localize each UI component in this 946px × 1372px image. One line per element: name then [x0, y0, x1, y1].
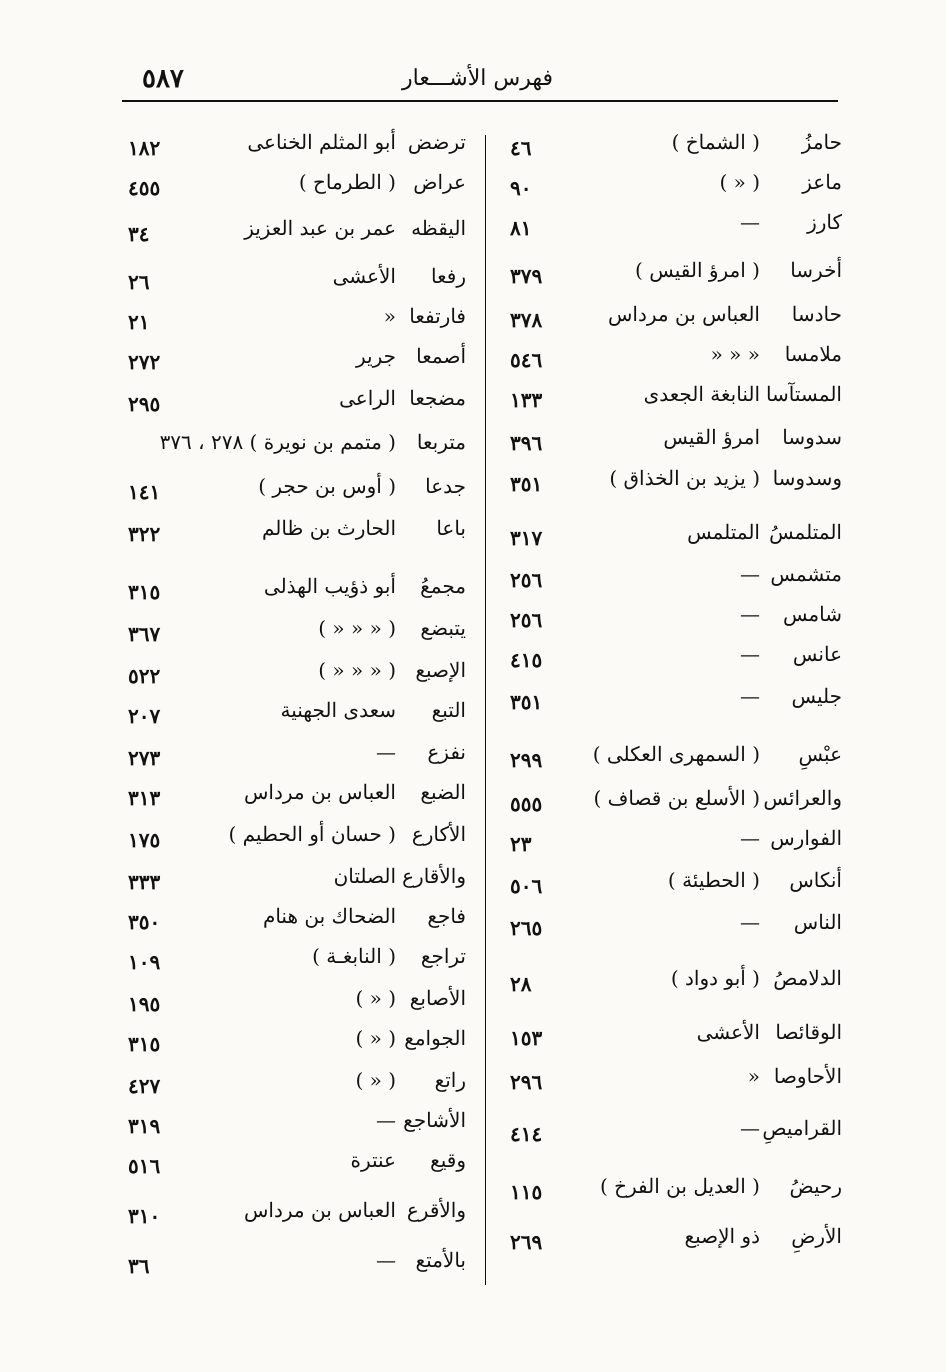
poet-name: ( « ) — [719, 170, 760, 194]
page-reference: ٥٥٥ — [510, 792, 543, 816]
rhyme-word: فاجع — [427, 904, 466, 928]
page-reference: ١٩٥ — [128, 992, 161, 1016]
index-entry — [500, 210, 860, 246]
poet-name: ( « « « ) — [318, 616, 396, 640]
index-entry — [500, 826, 860, 862]
index-entry — [118, 344, 478, 380]
rhyme-word: كارز — [807, 210, 842, 234]
poet-name: العباس بن مرداس — [608, 302, 760, 326]
index-entry — [118, 658, 478, 694]
index-entry — [500, 1116, 860, 1152]
index-entry — [118, 516, 478, 552]
poet-name: — — [740, 826, 760, 850]
rhyme-word: والأقارع — [402, 864, 466, 888]
poet-name: — — [740, 642, 760, 666]
poet-name: الأعشى — [696, 1020, 760, 1044]
page-reference: ٢٦ — [128, 270, 150, 294]
poet-name: ( يزيد بن الخذاق ) — [609, 466, 760, 490]
rhyme-word: جليس — [791, 684, 842, 708]
page-reference: ٥٠٦ — [510, 874, 543, 898]
page-reference: ٣١٠ — [128, 1204, 161, 1228]
page-reference: ٢٦٥ — [510, 916, 543, 940]
rhyme-word: مضجعا — [409, 386, 466, 410]
rhyme-word: المتلمسُ — [769, 520, 842, 544]
page-reference: ١٤١ — [128, 480, 161, 504]
page-reference: ٢٥٦ — [510, 608, 543, 632]
poet-name: الضحاك بن هنام — [262, 904, 396, 928]
index-entry — [118, 1198, 478, 1234]
poet-name: ( السمهرى العكلى ) — [592, 742, 760, 766]
page-reference: ٩٠ — [510, 176, 532, 200]
poet-name: ( أوس بن حجر ) — [258, 474, 396, 498]
rhyme-word: أنكاس — [789, 868, 842, 892]
rhyme-word: أصمعا — [416, 344, 466, 368]
index-entry — [500, 966, 860, 1002]
poet-name: الحارث بن ظالم — [261, 516, 396, 540]
page-reference: ٢٦٩ — [510, 1230, 543, 1254]
rhyme-word: اليقظه — [411, 216, 466, 240]
poet-name: ( « « « ) — [318, 658, 396, 682]
rhyme-word: والعرائس — [763, 786, 842, 810]
index-entry — [118, 1248, 478, 1284]
page-reference: ٣٢٢ — [128, 522, 161, 546]
page-reference: ٣٥١ — [510, 690, 543, 714]
poet-name: — — [740, 910, 760, 934]
poet-name: — — [740, 602, 760, 626]
poet-name: العباس بن مرداس — [244, 1198, 396, 1222]
poet-name: النابغة الجعدى — [643, 382, 760, 406]
poet-name: ( أبو دواد ) — [670, 966, 760, 990]
poet-name: امرؤ القيس — [663, 425, 760, 449]
index-entry — [118, 1068, 478, 1104]
rhyme-word: الناس — [793, 910, 842, 934]
rhyme-word: وسدوسا — [772, 466, 842, 490]
index-entry — [118, 864, 478, 900]
page-reference: ١٨٢ — [128, 136, 161, 160]
poet-name: ( العديل بن الفرخ ) — [599, 1174, 760, 1198]
page-reference: ٣٧٩ — [510, 264, 543, 288]
poet-name: — — [376, 740, 396, 764]
page-reference: ١٠٩ — [128, 950, 161, 974]
rhyme-word: الإصبع — [415, 658, 466, 682]
index-entry — [118, 698, 478, 734]
rhyme-word: عراض — [413, 170, 466, 194]
page-reference: ٤٦ — [510, 136, 532, 160]
poet-name: ( امرؤ القيس ) — [635, 258, 760, 282]
rhyme-word: ماعز — [802, 170, 842, 194]
rhyme-word: التبع — [431, 698, 466, 722]
index-entry — [118, 904, 478, 940]
poet-name: ( حسان أو الحطيم ) — [228, 822, 396, 846]
index-entry — [500, 342, 860, 378]
poet-name: ( متمم بن نويرة ) ٢٧٨ ، ٣٧٦ — [159, 430, 396, 454]
page-reference: ٥٤٦ — [510, 348, 543, 372]
rhyme-word: شامس — [782, 602, 842, 626]
poet-name: ( الشماخ ) — [671, 130, 760, 154]
index-entry — [500, 382, 860, 418]
poet-name: العباس بن مرداس — [244, 780, 396, 804]
index-entry — [118, 430, 478, 466]
index-entry — [118, 986, 478, 1022]
page-reference: ٢٩٩ — [510, 748, 543, 772]
page-reference: ٤٢٧ — [128, 1074, 161, 1098]
index-entry — [500, 1064, 860, 1100]
page-reference: ٣٣٣ — [128, 870, 161, 894]
rhyme-word: الأصابع — [409, 986, 466, 1010]
rhyme-word: راتع — [434, 1068, 466, 1092]
index-entry — [500, 910, 860, 946]
index-entry — [118, 822, 478, 858]
poet-name: « — [747, 1064, 760, 1088]
rhyme-word: الأشاجع — [403, 1108, 466, 1132]
rhyme-word: حادسا — [791, 302, 842, 326]
index-entry — [500, 742, 860, 778]
index-entry — [500, 562, 860, 598]
index-entry — [118, 944, 478, 980]
poet-name: أبو ذؤيب الهذلى — [263, 574, 396, 598]
index-entry — [500, 642, 860, 678]
rhyme-word: بالأمتع — [415, 1248, 466, 1272]
poet-name: ( الأسلع بن قصاف ) — [593, 786, 760, 810]
page-reference: ٣١٧ — [510, 526, 543, 550]
column-divider — [485, 135, 486, 1285]
index-entry — [500, 1224, 860, 1260]
index-entry — [500, 466, 860, 502]
page-reference: ١١٥ — [510, 1180, 543, 1204]
index-entry — [118, 574, 478, 610]
index-entry — [500, 786, 860, 822]
index-entry — [118, 264, 478, 300]
poet-name: الأعشى — [332, 264, 396, 288]
rhyme-word: ملامسا — [784, 342, 842, 366]
rhyme-word: سدوسا — [782, 425, 842, 449]
poet-name: المتلمس — [687, 520, 760, 544]
page-reference: ٣١٣ — [128, 786, 161, 810]
page-reference: ٨١ — [510, 216, 532, 240]
page-reference: ٣٤ — [128, 222, 150, 246]
page-reference: ٢٠٧ — [128, 704, 161, 728]
page-reference: ٣٦ — [128, 1254, 150, 1278]
index-entry — [118, 740, 478, 776]
page-reference: ٢٣ — [510, 832, 532, 856]
header-rule — [122, 100, 838, 102]
poet-name: أبو المثلم الخناعى — [247, 130, 396, 154]
poet-name: سعدى الجهنية — [280, 698, 396, 722]
index-entry — [118, 1148, 478, 1184]
index-entry — [118, 474, 478, 510]
rhyme-word: الأكارع — [411, 822, 466, 846]
rhyme-word: فارتفعا — [409, 304, 466, 328]
index-entry — [118, 130, 478, 166]
poet-name: — — [740, 684, 760, 708]
page-reference: ٣١٥ — [128, 580, 161, 604]
rhyme-word: تراجع — [420, 944, 466, 968]
poet-name: عمر بن عبد العزيز — [244, 216, 396, 240]
index-entry — [500, 425, 860, 461]
rhyme-word: الفوارس — [770, 826, 842, 850]
page-header — [122, 60, 838, 100]
poet-name: — — [740, 1116, 760, 1140]
index-entry — [500, 1020, 860, 1056]
index-entry — [118, 616, 478, 652]
rhyme-word: مجمعُ — [420, 574, 466, 598]
index-entry — [118, 1026, 478, 1062]
page-reference: ٣١٥ — [128, 1032, 161, 1056]
rhyme-word: نفزع — [427, 740, 466, 764]
index-entry — [500, 130, 860, 166]
page-reference: ٢١ — [128, 310, 150, 334]
index-entry — [500, 302, 860, 338]
page-reference: ١٥٣ — [510, 1026, 543, 1050]
rhyme-word: القراميصِ — [762, 1116, 842, 1140]
rhyme-word: عبْسِ — [798, 742, 842, 766]
rhyme-word: يتبضع — [420, 616, 466, 640]
rhyme-word: ترضض — [407, 130, 466, 154]
page-reference: ٣٥٠ — [128, 910, 161, 934]
index-entry — [118, 304, 478, 340]
poet-name: ذو الإصبع — [684, 1224, 760, 1248]
rhyme-word: عانس — [792, 642, 842, 666]
page-reference: ٣٦٧ — [128, 622, 161, 646]
rhyme-word: الضبع — [420, 780, 466, 804]
index-entry — [118, 386, 478, 422]
rhyme-word: الأحاوصا — [773, 1064, 842, 1088]
poet-name: عنترة — [350, 1148, 396, 1172]
poet-name: ( النابغـة ) — [312, 944, 396, 968]
index-entry — [500, 170, 860, 206]
index-entry — [500, 1174, 860, 1210]
page-reference: ٢٧٣ — [128, 746, 161, 770]
page-number: ٥٨٧ — [142, 64, 184, 94]
running-title: فهرس الأشـــعار — [402, 66, 554, 91]
page-reference: ١٣٣ — [510, 388, 543, 412]
index-entry — [500, 684, 860, 720]
poet-name: ( الطرماح ) — [298, 170, 396, 194]
poet-name: ( « ) — [355, 986, 396, 1010]
left-column — [118, 130, 478, 1290]
poet-name: — — [740, 562, 760, 586]
rhyme-word: رحيضُ — [789, 1174, 842, 1198]
rhyme-word: الوقائصا — [775, 1020, 842, 1044]
poet-name: « — [383, 304, 396, 328]
page-reference: ٢٨ — [510, 972, 532, 996]
rhyme-word: الأرضِ — [791, 1224, 842, 1248]
page-reference: ٢٥٦ — [510, 568, 543, 592]
rhyme-word: الدلامصُ — [773, 966, 842, 990]
rhyme-word: متشمس — [770, 562, 842, 586]
poet-name: « « « — [710, 342, 760, 366]
page-reference: ٤٥٥ — [128, 176, 161, 200]
page-reference: ٥٢٢ — [128, 664, 161, 688]
index-entry — [118, 216, 478, 252]
poet-name: ( « ) — [355, 1068, 396, 1092]
poet-name: جرير — [356, 344, 396, 368]
index-entry — [118, 780, 478, 816]
poet-name: — — [376, 1108, 396, 1132]
page-reference: ٤١٤ — [510, 1122, 543, 1146]
poet-name: — — [376, 1248, 396, 1272]
page-reference: ٣٥١ — [510, 472, 543, 496]
page-reference: ٤١٥ — [510, 648, 543, 672]
page-reference: ٥١٦ — [128, 1154, 161, 1178]
rhyme-word: وقيع — [430, 1148, 466, 1172]
page-reference: ٢٧٢ — [128, 350, 161, 374]
index-entry — [500, 258, 860, 294]
poet-name: ( « ) — [355, 1026, 396, 1050]
poet-name: ( الحطيئة ) — [667, 868, 760, 892]
page-reference: ٣٩٦ — [510, 431, 543, 455]
index-entry — [118, 170, 478, 206]
index-entry — [500, 602, 860, 638]
rhyme-word: متربعا — [416, 430, 466, 454]
poet-name: الراعى — [339, 386, 396, 410]
rhyme-word: الجوامع — [404, 1026, 466, 1050]
page-reference: ٢٩٥ — [128, 392, 161, 416]
index-entry — [118, 1108, 478, 1144]
rhyme-word: حامزُ — [801, 130, 842, 154]
rhyme-word: باعا — [436, 516, 466, 540]
page-reference: ٣٧٨ — [510, 308, 543, 332]
poet-name: — — [740, 210, 760, 234]
rhyme-word: رفعا — [431, 264, 466, 288]
rhyme-word: أخرسا — [790, 258, 842, 282]
page-reference: ٣١٩ — [128, 1114, 161, 1138]
index-entry — [500, 520, 860, 556]
rhyme-word: جدعا — [425, 474, 466, 498]
right-column — [500, 130, 860, 1290]
rhyme-word: والأقرع — [406, 1198, 466, 1222]
page-reference: ٢٩٦ — [510, 1070, 543, 1094]
page-reference: ١٧٥ — [128, 828, 161, 852]
index-entry — [500, 868, 860, 904]
rhyme-word: المستآسا — [765, 382, 842, 406]
poet-name: الصلتان — [333, 864, 396, 888]
